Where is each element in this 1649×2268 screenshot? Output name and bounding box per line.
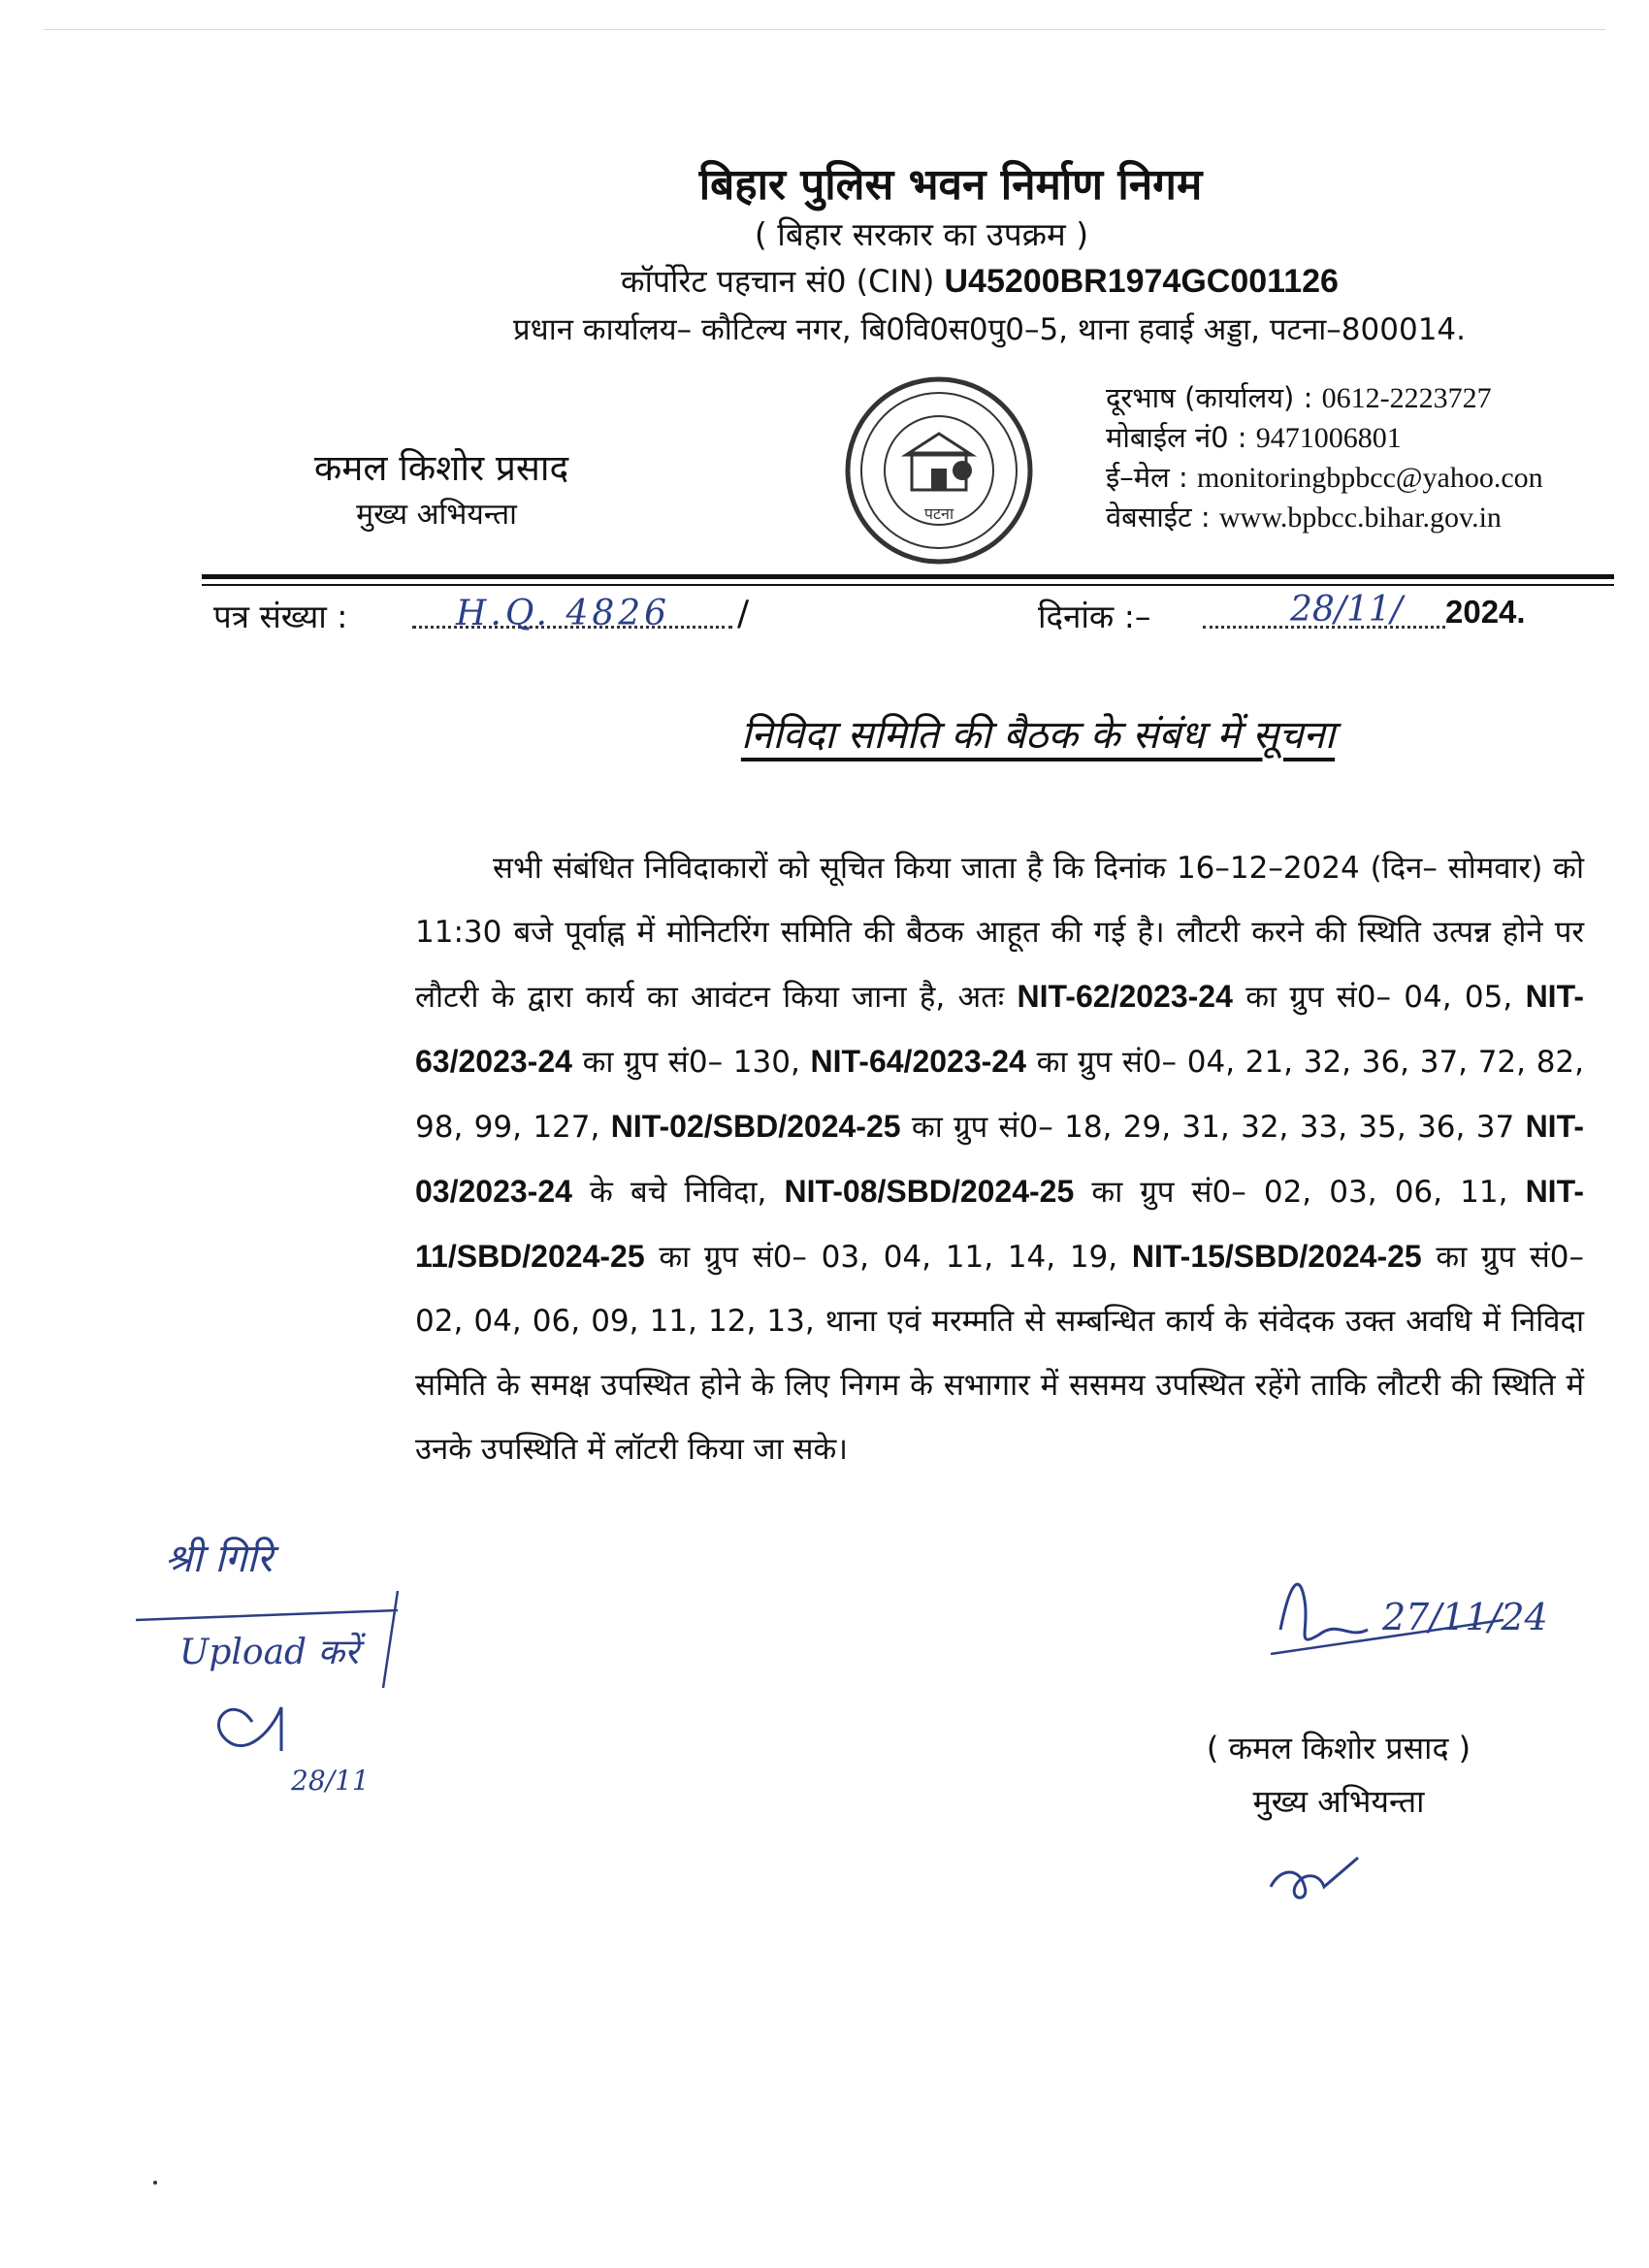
body-text-6: के बचे निविदा, [571, 1175, 785, 1210]
cin-line [543, 260, 1416, 302]
contact-block [1106, 378, 1630, 537]
top-edge-line [44, 29, 1605, 30]
letter-no-label: पत्र संख्या : [213, 598, 348, 635]
nit-ref-2: NIT-63/2023-24 [415, 979, 1584, 1079]
cin-label: कॉर्पोरेट पहचान सं0 (CIN) [621, 263, 935, 300]
body-text-7: का ग्रुप सं0– 02, 03, 06, 11, [1074, 1175, 1526, 1210]
mobile-value: 9471006801 [1255, 422, 1402, 454]
date-label: दिनांक :– [1038, 598, 1151, 635]
letter-no-handwritten: H.Q. 4826 [456, 594, 671, 633]
body-text-9: का ग्रुप सं0– 02, 04, 06, 09, 11, 12, 13, थाना एवं मरम्मति से सम्बन्धित कार्य के संवेदक उक्त अवधि में निविदा समिति के समक्ष उपस्थित होने के लिए निगम के सभागार में ससमय उपस्थित रहेंगे ताकि लौटरी की स्थिति में उनके उपस्थिति में लॉटरी किया जा सके। [415, 1240, 1585, 1467]
nit-ref-7: NIT-11/SBD/2024-25 [415, 1174, 1584, 1274]
nit-ref-1: NIT-62/2023-24 [1017, 979, 1233, 1014]
email-label: ई–मेल : [1106, 461, 1188, 494]
body-text-2: का ग्रुप सं0– 04, 05, [1232, 980, 1526, 1015]
sender-designation: मुख्य अभियन्ता [356, 498, 517, 532]
website-row [1106, 498, 1630, 537]
nit-ref-8: NIT-15/SBD/2024-25 [1131, 1239, 1422, 1274]
stray-mark [153, 2181, 157, 2185]
email-row [1106, 458, 1630, 498]
cin-value: U45200BR1974GC001126 [944, 263, 1339, 300]
website-label: वेबसाईट : [1106, 501, 1211, 534]
body-text-3: का ग्रुप सं0– 130, [571, 1045, 811, 1080]
margin-note-line2: Upload करें [179, 1633, 359, 1672]
header-rule-thick [202, 574, 1614, 579]
margin-handwritten-note [136, 1513, 456, 1824]
body-text-5: का ग्रुप सं0– 18, 29, 31, 32, 33, 35, 36, 37 [900, 1110, 1526, 1145]
date-handwritten: 28/11/ [1290, 590, 1403, 630]
org-name: बिहार पुलिस भवन निर्माण निगम [698, 160, 1203, 210]
corporation-seal-icon [842, 373, 1036, 567]
body-text-4: का ग्रुप सं0– 04, 21, 32, 36, 37, 72, 82, 98, 99, 127, [415, 1045, 1584, 1145]
website-value[interactable]: www.bpbcc.bihar.gov.in [1218, 502, 1502, 534]
mobile-row [1106, 418, 1630, 458]
sender-name: कमल किशोर प्रसाद [313, 447, 569, 489]
office-address: प्रधान कार्यालय– कौटिल्य नगर, बि0वि0स0पु0–5, थाना हवाई अड्डा, पटना–800014. [512, 312, 1467, 347]
margin-note-line3: 28/11 [291, 1765, 370, 1797]
nit-ref-6: NIT-08/SBD/2024-25 [784, 1174, 1075, 1209]
body-text-1: सभी संबंधित निविदाकारों को सूचित किया जाता है कि दिनांक 16–12–2024 (दिन– सोमवार) को 11:30 बजे पूर्वाह्न में मोनिटरिंग समिति की बैठक आहूत की गई है। लौटरी करने की स्थिति उत्पन्न होने पर लौटरी के द्वारा कार्य का आवंटन किया जाना है, अतः [415, 851, 1584, 1015]
signatory-name: ( कमल किशोर प्रसाद ) [1206, 1730, 1471, 1766]
org-subtitle: ( बिहार सरकार का उपक्रम ) [754, 215, 1089, 253]
phone-label: दूरभाष (कार्यालय) : [1106, 381, 1313, 414]
signatory-designation: मुख्य अभियन्ता [1252, 1783, 1425, 1820]
notice-body [415, 836, 1584, 1481]
letter-no-slash: / [737, 594, 750, 633]
margin-note-line1: श्री गिरि [165, 1537, 273, 1581]
header-rule-thin [202, 584, 1614, 586]
email-value[interactable]: monitoringbpbcc@yahoo.con [1196, 462, 1543, 494]
mobile-label: मोबाईल नं0 : [1106, 421, 1247, 454]
nit-ref-4: NIT-02/SBD/2024-25 [610, 1109, 901, 1144]
handwritten-signature [1261, 1562, 1552, 1669]
seal-city-text: पटना [923, 504, 954, 523]
date-year: 2024. [1445, 594, 1526, 630]
body-text-8: का ग्रुप सं0– 03, 04, 11, 14, 19, [644, 1240, 1132, 1275]
initial-mark [1261, 1843, 1368, 1911]
nit-ref-3: NIT-64/2023-24 [810, 1044, 1026, 1079]
phone-row [1106, 378, 1630, 418]
phone-value: 0612-2223727 [1321, 382, 1492, 414]
notice-heading: निविदा समिति की बैठक के संबंध में सूचना [740, 713, 1336, 758]
signature-date: 27/11/24 [1382, 1596, 1548, 1638]
nit-ref-5: NIT-03/2023-24 [415, 1109, 1584, 1209]
